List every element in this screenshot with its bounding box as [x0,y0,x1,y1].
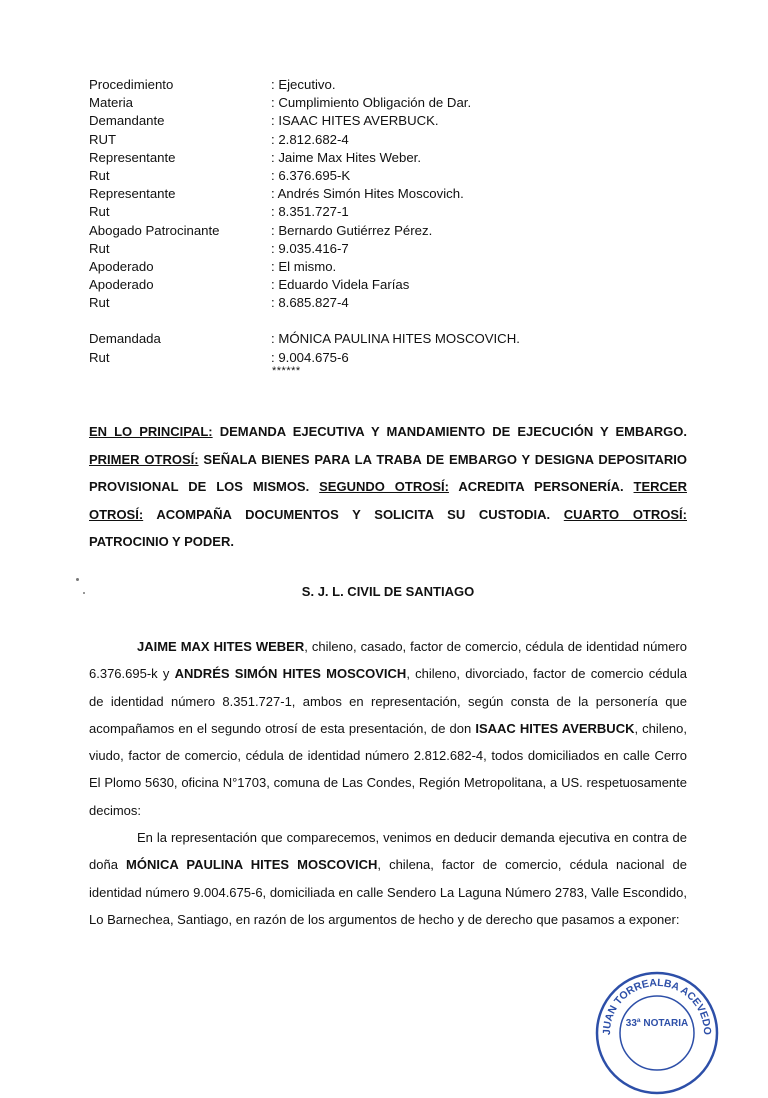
header-value: : Cumplimiento Obligación de Dar. [271,95,472,111]
header-label: Abogado Patrocinante [89,222,220,238]
otrosi4-text: PATROCINIO Y PODER. [89,534,234,550]
svg-text:JUAN TORREALBA ACEVEDO: JUAN TORREALBA ACEVEDO [600,976,714,1036]
separator-stars: ****** [272,365,301,377]
header-value: : 8.685.827-4 [271,295,349,311]
paragraph-text: En la representación que comparecemos, venimos en deducir demanda ejecutiva en contra de doña [89,830,687,873]
header-value: : 6.376.695-K [271,167,351,183]
header-label: Procedimiento [89,77,174,92]
header-row [89,222,649,240]
otrosi1-label: PRIMER OTROSÍ: [89,451,199,467]
header-label: Rut [89,349,110,365]
header-label: Materia [89,95,133,111]
scan-speck [76,578,79,581]
header-row [89,76,649,94]
notary-stamp-seal [592,968,722,1098]
header-row [89,94,649,112]
header-label: Representante [89,186,176,202]
party-name: JAIME MAX HITES WEBER [137,639,305,654]
header-value: : ISAAC HITES AVERBUCK. [271,113,439,129]
header-label: Demandante [89,113,165,129]
header-label: Apoderado [89,258,154,274]
principal-label: EN LO PRINCIPAL: [89,424,213,439]
header-value: : Eduardo Videla Farías [271,277,410,293]
header-row [89,203,649,221]
party-name: ANDRÉS SIMÓN HITES MOSCOVICH [174,666,407,682]
header-row [89,330,649,348]
header-value: : El mismo. [271,258,337,274]
header-value: : 8.351.727-1 [271,204,349,220]
header-row [89,240,649,258]
otrosi2-text: ACREDITA PERSONERÍA. [448,479,634,495]
header-row [89,167,649,185]
header-row [89,258,649,276]
otrosi3-text: ACOMPAÑA DOCUMENTOS Y SOLICITA SU CUSTODIA. [143,506,564,522]
paragraph-text: , chileno, viudo, factor de comercio, cédula de identidad número 2.812.682-4, todos domiciliados en calle Cerro El Plomo 5630, oficina N°1703, comuna de Las Condes, Región Metropolitana, a US. respetuosamente decimos: [89,720,687,818]
paragraph-2 [89,824,687,933]
header-row [89,131,649,149]
header-value: : 9.035.416-7 [271,240,349,256]
header-label: Demandada [89,331,161,347]
header-label: Apoderado [89,277,154,293]
header-label: RUT [89,131,117,147]
header-row [89,294,649,312]
header-row [89,112,649,130]
header-label: Rut [89,167,110,183]
court-heading: S. J. L. CIVIL DE SANTIAGO [301,584,475,599]
otrosi2-label: SEGUNDO OTROSÍ: [319,479,449,495]
header-row [89,149,649,167]
paragraph-text: , chilena, factor de comercio, cédula nacional de identidad número 9.004.675-6, domiciliada en calle Sendero La Laguna Número 2783, Valle Escondido, Lo Barnechea, Santiago, en razón de los argumentos de hecho y de derecho que pasamos a exponer: [89,857,687,927]
header-row [89,276,649,294]
header-label: Rut [89,204,110,220]
header-label: Representante [89,149,176,165]
otrosi3-label: TERCER OTROSÍ: [89,479,687,522]
header-label: Rut [89,295,110,311]
principal-text: DEMANDA EJECUTIVA Y MANDAMIENTO DE EJECUCIÓN Y EMBARGO. [212,424,688,439]
paragraph-text: , chileno, divorciado, factor de comercio cédula de identidad número 8.351.727-1, ambos en representación, según consta de la personería que acompañamos en el segundo otrosí de esta presentación, de don [89,666,688,736]
petition-summary [89,418,687,556]
header-value: : MÓNICA PAULINA HITES MOSCOVICH. [271,331,520,347]
header-value: : Jaime Max Hites Weber. [271,149,421,165]
header-label: Rut [89,240,110,256]
otrosi1-text: SEÑALA BIENES PARA LA TRABA DE EMBARGO Y DESIGNA DEPOSITARIO PROVISIONAL DE LOS MISMOS. [89,451,687,495]
header-value: : 9.004.675-6 [271,349,349,365]
paragraph-text: , chileno, casado, factor de comercio, cédula de identidad número 6.376.695-k y [89,639,687,682]
scan-speck [83,592,85,594]
case-header [89,76,649,367]
header-row [89,185,649,203]
party-name: ISAAC HITES AVERBUCK [475,720,635,736]
document-body [89,633,687,933]
svg-text:33ª NOTARIA: 33ª NOTARIA [625,1018,689,1029]
otrosi4-label: CUARTO OTROSÍ: [563,506,687,522]
header-value: : Ejecutivo. [271,77,336,92]
header-value: : Bernardo Gutiérrez Pérez. [271,222,433,238]
header-row [89,349,649,367]
header-value: : 2.812.682-4 [271,131,349,147]
paragraph-1 [89,633,687,824]
party-name: MÓNICA PAULINA HITES MOSCOVICH [126,857,378,873]
header-value: : Andrés Simón Hites Moscovich. [271,186,464,202]
